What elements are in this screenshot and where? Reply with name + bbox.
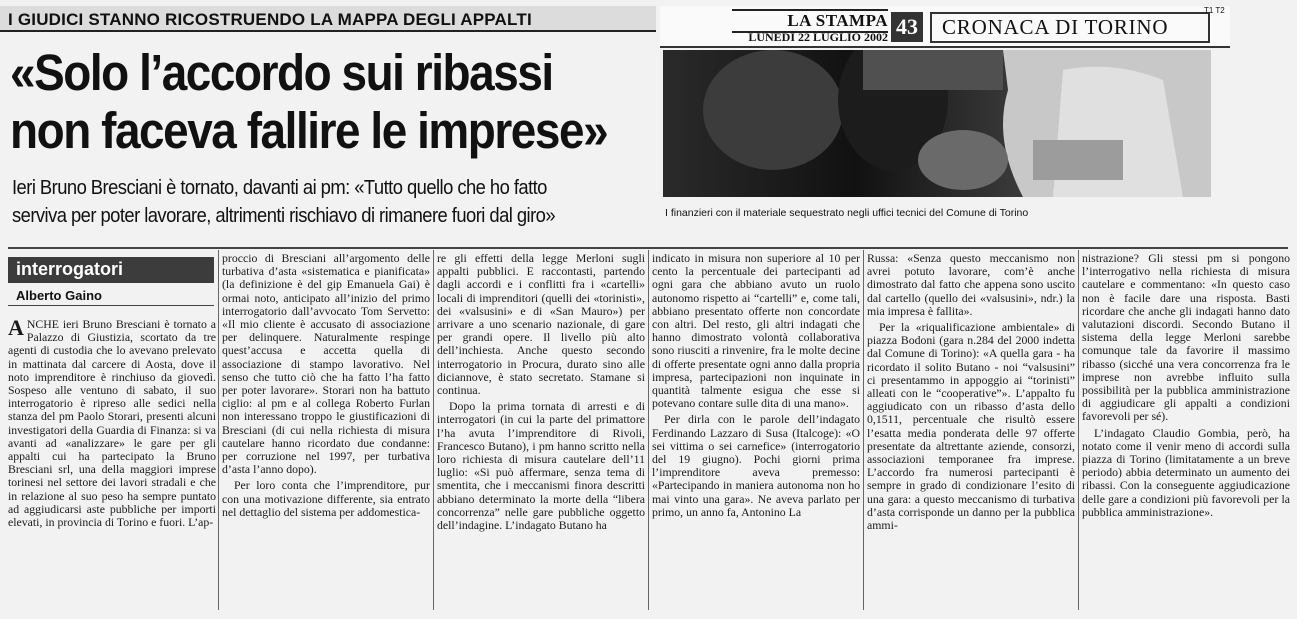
masthead [660,6,1230,48]
drop-cap: A [8,315,24,340]
section-title: CRONACA DI TORINO [930,12,1210,43]
subheadline-line-1: Ieri Bruno Bresciani è tornato, davanti ai pm: «Tutto quello che ho fatto [12,177,547,199]
column-rule [433,250,434,610]
publication-date: LUNEDÌ 22 LUGLIO 2002 [748,30,888,44]
column-6-paragraph-1: nistrazione? Gli stessi pm si pongono l’interrogativo nella richiesta di misura cautelare e commentano: «In questo caso non è facile dare una risposta. Basti ricordare che anche gli indagati hanno dato valutazioni discordi. Secondo Butano il sistema della legge Merloni sarebbe comunque tale da favorire il massimo ribasso (sicché una vera concorrenza fra le imprese non avrebbe influito sulla possibilità per la pubblica amministrazione di aggiudicare gli appalti a condizioni favorevoli per sé). [1082,251,1290,424]
column-4-paragraph-1: indicato in misura non superiore al 10 per cento la percentuale dei partecipanti ad ogni gara che abbiano avuto un ruolo autonomo rispetto ai “cartelli” e, come tali, abbiano presentato offerte non concordate con altri. Del resto, gli altri indagati che hanno dimostrato volontà collaborativa sono riusciti a rinvenire, fra le molte decine di offerte presentate ogni anno dalla propria impresa, partecipazioni non inquinate in quantità talmente esigua che esse si potevano contare sulle dita di una mano». [652,251,860,411]
news-photo [663,50,1211,197]
page-number: 43 [891,12,923,42]
headline-line-2: non faceva fallire le imprese» [10,102,608,159]
column-2-paragraph-1: proccio di Bresciani all’argomento delle turbativa d’asta «sistematica e pianificata» (la definizione è del gip Emanuela Gai) è ormai noto, anticipato all’inizio del primo interrogatorio dall’avvocato Tom Servetto: «Il mio cliente è accusato di associazione per delinquere. Naturalmente respinge quest’accusa e accetta quella di associazione di stampo lavorativo. Nel senso che tutto ciò che ha fatto l’ha fatto per poter lavorare». Storari non ha battuto ciglio: al pm e al collega Roberto Furlan non interessano troppo le giustificazioni di Bresciani (di cui nella richiesta di misura cautelare hanno ricordato due condanne: per corruzione nel 1997, per turbativa d’asta l’anno dopo). [222,251,430,477]
divider [8,247,1288,249]
article-column-6 [1082,252,1290,522]
publication-name: LA STAMPA [732,9,888,33]
kicker: I GIUDICI STANNO RICOSTRUENDO LA MAPPA DEGLI APPALTI [0,6,656,32]
article-column-5 [867,252,1075,535]
column-2-paragraph-2: Per loro conta che l’imprenditore, pur con una motivazione differente, sia entrato nel dettaglio del sistema per addomestica- [222,478,430,519]
column-rule [218,250,219,610]
column-5-paragraph-1: Russa: «Senza questo meccanismo non avrei potuto lavorare, com’è anche dimostrato dal fatto che appena sono uscito dal cartello (quello dei «valsusini», ndr.) la mia impresa è fallita». [867,251,1075,318]
subheadline [12,174,610,230]
byline: Alberto Gaino [8,288,214,306]
photo-graphic [663,50,1211,197]
column-5-paragraph-2: Per la «riqualificazione ambientale» di piazza Bodoni (gara n.284 del 2000 indetta dal Comune di Torino): «A quella gara - ha ricordato il solito Butano - noi “valsusini” ci presentammo in appoggio ai “torinisti” alleati con le “cooperative”». L’appalto fu aggiudicato con un ribasso d’asta dello 0,1511, percentuale che risultò essere l’esatta media ponderata delle 97 offerte presentate da altrettante aziende, consorzi, associazioni temporanee fra imprese. L’accordo fra numerosi partecipanti è sempre in grado di condizionare l’esito di una gara: a questo meccanismo di turbativa d’asta corrisponde un danno per la pubblica ammi- [867,320,1075,533]
photo-caption: I finanzieri con il materiale sequestrato negli uffici tecnici del Comune di Torino [665,207,1029,219]
column-3-paragraph-1: re gli effetti della legge Merloni sugli appalti pubblici. E raccontasti, partendo dagli accordi e i conflitti fra i «cartelli» locali di imprenditori (quelli dei «torinisti», dei «valsusini» e di «San Mauro») per arrivare a uno scenario nazionale, di gare per grandi opere. Il livello più alto dell’inchiesta. Anche questo secondo interrogatorio in Procura, durato sino alle diciannove, è stato secretato. Stamane si continua. [437,251,645,398]
page-code: T1 T2 [1204,6,1225,15]
rubric-label: interrogatori [8,257,214,283]
article-column-2 [222,252,430,522]
column-rule [1078,250,1079,610]
column-4-paragraph-2: Per dirla con le parole dell’indagato Ferdinando Lazzaro di Susa (Italcoge): «O sei vittima o sei carnefice» (interrogatorio del 19 giugno). Pochi giorni prima l’imprenditore aveva premesso: «Partecipando in maniera autonoma non ho mai vinto una gara». Ne aveva parlato per primo, un anno fa, Antonino La [652,412,860,519]
subheadline-line-2: serviva per poter lavorare, altrimenti rischiavo di rimanere fuori dal giro» [12,205,556,227]
column-rule [648,250,649,610]
headline [10,44,608,160]
column-rule [863,250,864,610]
article-column-1 [8,315,216,613]
article-column-4 [652,252,860,522]
column-6-paragraph-2: L’indagato Claudio Gombia, però, ha notato come il venir meno di accordi sulla piazza di Torino (limitatamente a un breve periodo) abbia determinato un aumento dei ribassi. Con la conseguente aggiudicazione delle gare a condizioni più favorevoli per la pubblica amministrazione». [1082,425,1290,519]
headline-line-1: «Solo l’accordo sui ribassi [10,44,553,101]
article-column-3 [437,252,645,535]
column-1-paragraph-1: NCHE ieri Bruno Bresciani è tornato a Palazzo di Giustizia, scortato da tre agenti di custodia che lo avevano prelevato in mattinata dal carcere di Aosta, dove il noto imprenditore è rinchiuso da giovedì. Sospeso alle ventuno di sabato, il suo interrogatorio è ripreso alle sedici nella stanza del pm Paolo Storari, presenti alcuni investigatori della Guardia di Finanza: si va avanti ad «analizzare» le gare per gli appalti cui ha partecipato la Bruno Bresciani srl, una della maggiori imprese torinesi nel settore dei lavori stradali e che in relazione al suo peso ha sempre puntato ad aggiudicarsi aste pubbliche per importi elevati, in provincia di Torino e fuori. L’ap- [8,317,216,530]
column-3-paragraph-2: Dopo la prima tornata di arresti e di interrogatori (in cui la parte del primattore l’ha avuta l’imprenditore di Rivoli, Francesco Butano), i pm hanno scritto nella loro richiesta di misura cautelare dell’11 luglio: «Si può affermare, senza tema di smentita, che i meccanismi finora descritti abbiano determinato la morte della “libera concorrenza” nelle gare pubbliche oggetto dell’indagine. L’indagato Butano ha [437,399,645,533]
